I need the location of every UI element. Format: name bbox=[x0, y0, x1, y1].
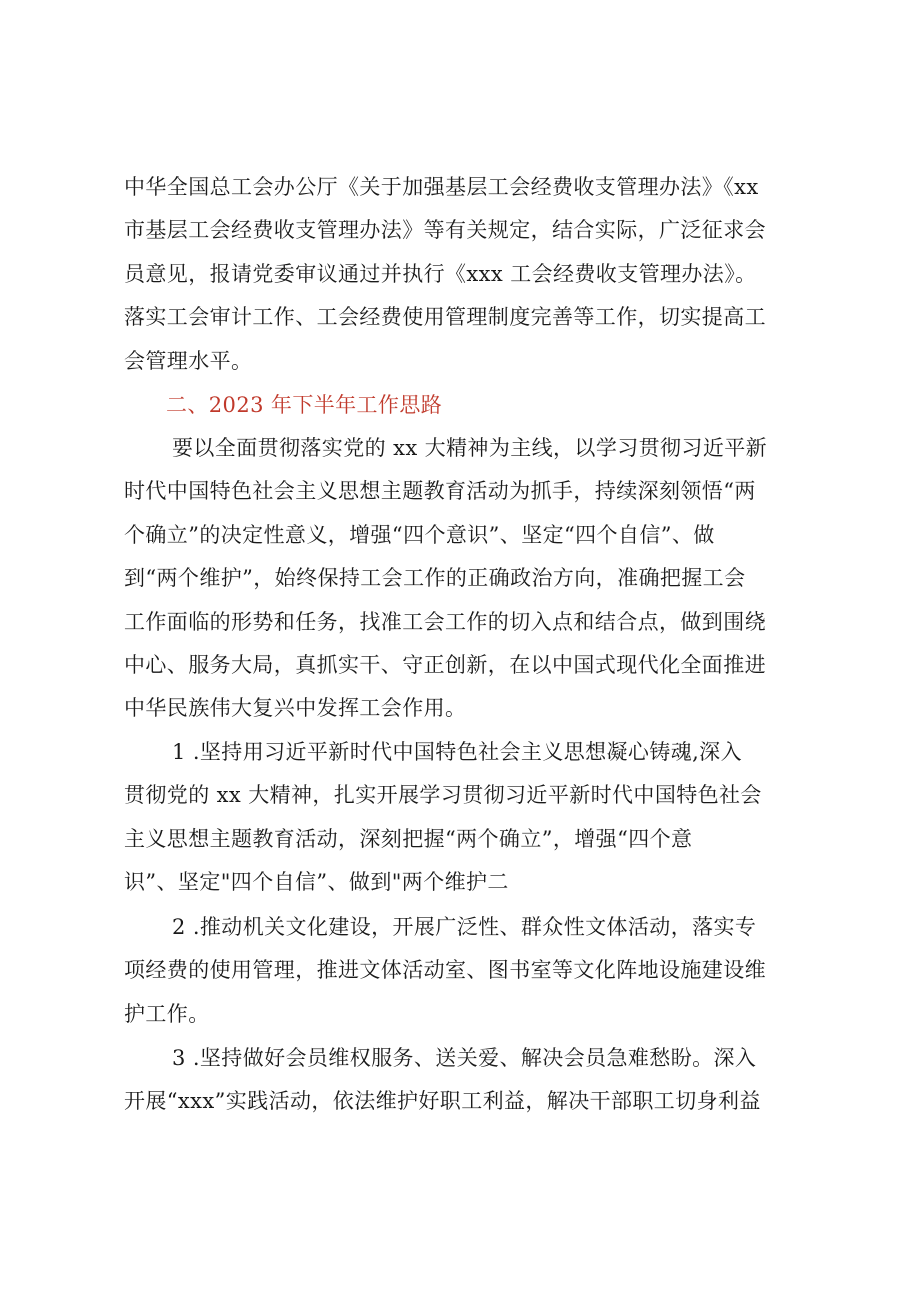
list-item-2-line-1: 2 .推动机关文化建设，开展广泛性、群众性文体活动，落实专 bbox=[172, 915, 757, 939]
paragraph-1-line-2: 市基层工会经费收支管理办法》等有关规定，结合实际，广泛征求会 bbox=[124, 218, 766, 243]
list-item-2 bbox=[124, 906, 824, 1036]
paragraph-2-line-7: 中华民族伟大复兴中发挥工会作用。 bbox=[124, 696, 467, 721]
list-item-3 bbox=[124, 1037, 824, 1124]
paragraph-2-line-1: 要以全面贯彻落实党的 xx 大精神为主线，以学习贯彻习近平新 bbox=[172, 436, 768, 460]
paragraph-2-line-6: 中心、服务大局，真抓实干、守正创新，在以中国式现代化全面推进 bbox=[124, 652, 766, 677]
paragraph-1-line-3: 员意见，报请党委审议通过并执行《xxx 工会经费收支管理办法》。 bbox=[124, 261, 757, 286]
paragraph-2 bbox=[124, 427, 824, 731]
list-item-2-line-2: 项经费的使用管理，推进文体活动室、图书室等文化阵地设施建设维 bbox=[124, 958, 766, 983]
paragraph-1-line-1: 中华全国总工会办公厅《关于加强基层工会经费收支管理办法》《xx bbox=[124, 175, 759, 199]
section-heading-text: 二、2023 年下半年工作思路 bbox=[166, 393, 443, 417]
list-item-1 bbox=[124, 731, 824, 905]
list-item-3-line-1: 3 .坚持做好会员维权服务、送关爱、解决会员急难愁盼。深入 bbox=[172, 1046, 757, 1070]
paragraph-2-line-4: 到“两个维护”，始终保持工会工作的正确政治方向，准确把握工会 bbox=[124, 566, 746, 591]
list-item-1-line-2: 贯彻党的 xx 大精神，扎实开展学习贯彻习近平新时代中国特色社会 bbox=[124, 783, 762, 808]
paragraph-1 bbox=[124, 166, 824, 383]
list-item-1-line-4: 识”、坚定"四个自信”、做到"两个维护二 bbox=[124, 870, 509, 895]
section-heading bbox=[166, 384, 826, 427]
paragraph-1-line-5: 会管理水平。 bbox=[124, 348, 253, 373]
list-item-1-line-1: 1 .坚持用习近平新时代中国特色社会主义思想凝心铸魂,深入 bbox=[172, 740, 742, 764]
list-item-2-line-3: 护工作。 bbox=[124, 1001, 210, 1026]
list-item-1-line-3: 主义思想主题教育活动，深刻把握“两个确立”，增强“四个意 bbox=[124, 826, 693, 851]
paragraph-2-line-3: 个确立”的决定性意义，增强“四个意识”、坚定“四个自信”、做 bbox=[124, 522, 715, 547]
paragraph-2-line-2: 时代中国特色社会主义思想主题教育活动为抓手，持续深刻领悟“两 bbox=[124, 479, 756, 504]
list-item-3-line-2: 开展“xxx”实践活动，依法维护好职工利益，解决干部职工切身利益 bbox=[124, 1089, 761, 1114]
paragraph-2-line-5: 工作面临的形势和任务，找准工会工作的切入点和结合点，做到围绕 bbox=[124, 609, 766, 634]
paragraph-1-line-4: 落实工会审计工作、工会经费使用管理制度完善等工作，切实提高工 bbox=[124, 305, 766, 330]
